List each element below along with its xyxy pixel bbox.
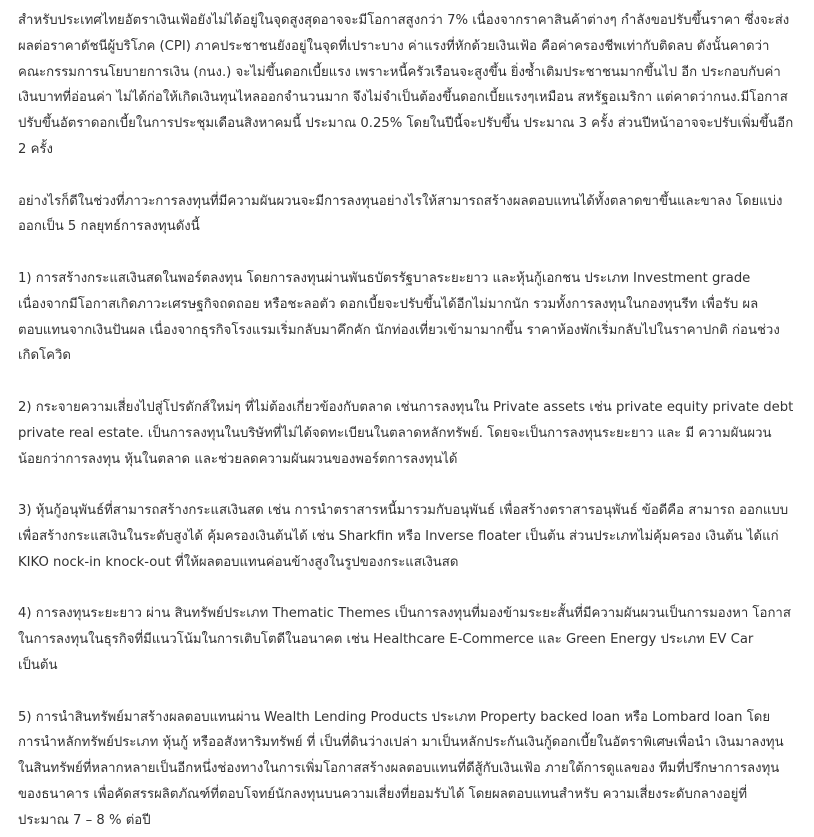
paragraph-strategy-1-cash-flow: 1) การสร้างกระแสเงินสดในพอร์ตลงทุน โดยการลงทุนผ่านพันธบัตรรัฐบาลระยะยาว และหุ้นกู้เอกชน ประเภท Investment grade เนื่องจากมีโอกาสเกิดภาวะเศรษฐกิจถดถอย หรือชะลอตัว ดอกเบี้ยจะปรับขึ้นได้อีกไม่มากนัก รวมทั้งการลงทุนในกองทุนรีท เพื่อรับ ผลตอบแทนจากเงินปันผล เนื่องจากธุรกิจโรงแรมเริ่มกลับมาคึกคัก นักท่องเที่ยวเข้ามามากขึ้น ราคาห้องพักเริ่มกลับไปในราคาปกติ ก่อนช่วงเกิดโควิด (18, 270, 780, 364)
paragraph-strategy-5-wealth-lending: 5) การนำสินทรัพย์มาสร้างผลตอบแทนผ่าน Wealth Lending Products ประเภท Property backed loan หรือ Lombard loan โดยการนำหลักทรัพย์ประเภท หุ้นกู้ หรืออสังหาริมทรัพย์ ที่ เป็นที่ดินว่างเปล่า มาเป็นหลักประกันเงินกู้ดอกเบี้ยในอัตราพิเศษเพื่อนำ เงินมาลงทุนในสินทรัพย์ที่หลากหลายเป็นอีกหนึ่งช่องทางในการเพิ่มโอกาสสร้างผลตอบแทนที่ดีสู้กับเงินเฟ้อ ภายใต้การดูแลของ ทีมที่ปรึกษาการลงทุนของธนาคาร เพื่อคัดสรรผลิตภัณฑ์ที่ตอบโจทย์นักลงทุนบนความเสี่ยงที่ยอมรับได้ โดยผลตอบแทนสำหรับ ความเสี่ยงระดับกลางอยู่ที่ประมาณ 7 – 8 % ต่อปี (18, 709, 784, 828)
paragraph-thai-inflation-outlook: สำหรับประเทศไทยอัตราเงินเฟ้อยังไม่ได้อยู่ในจุดสูงสุดอาจจะมีโอกาสสูงกว่า 7% เนื่องจากราคาสินค้าต่างๆ กำลังขอปรับขึ้นราคา ซึ่งจะส่งผลต่อราคาดัชนีผู้บริโภค (CPI) ภาคประชาชนยังอยู่ในจุดที่เปราะบาง ค่าแรงที่หักด้วยเงินเฟ้อ คือค่าครองชีพเท่ากับติดลบ ดังนั้นคาดว่าคณะกรรมการนโยบายการเงิน (กนง.) จะไม่ขึ้นดอกเบี้ยแรง เพราะหนี้ครัวเรือนจะสูงขึ้น ยิ่งซ้ำเติมประชาชนมากขึ้นไป อีก ประกอบกับค่าเงินบาทที่อ่อนค่า ไม่ได้ก่อให้เกิดเงินทุนไหลออกจำนวนมาก จึงไม่จำเป็นต้องขึ้นดอกเบี้ยแรงๆเหมือน สหรัฐอเมริกา แต่คาดว่ากนง.มีโอกาสปรับขึ้นอัตราดอกเบี้ยในการประชุมเดือนสิงหาคมนี้ ประมาณ 0.25% โดยในปีนี้จะปรับขึ้น ประมาณ 3 ครั้ง ส่วนปีหน้าอาจจะปรับเพิ่มขึ้นอีก 2 ครั้ง (18, 13, 794, 157)
paragraph-strategy-4-thematic: 4) การลงทุนระยะยาว ผ่าน สินทรัพย์ประเภท Thematic Themes เป็นการลงทุนที่มองข้ามระยะสั้นที่มีความผันผวนเป็นการมองหา โอกาสในการลงทุนในธุรกิจที่มีแนวโน้มในการเติบโตดีในอนาคต เช่น Healthcare E-Commerce และ Green Energy ประเภท EV Car เป็นต้น (18, 606, 791, 673)
paragraph-strategy-intro: อย่างไรก็ดีในช่วงที่ภาวะการลงทุนที่มีความผันผวนจะมีการลงทุนอย่างไรให้สามารถสร้างผลตอบแทนได้ทั้งตลาดขาขึ้นและขาลง โดยแบ่งออกเป็น 5 กลยุทธ์การลงทุนดังนี้ (18, 193, 783, 235)
paragraph-strategy-2-private-assets: 2) กระจายความเสี่ยงไปสู่โปรดักส์ใหม่ๆ ที่ไม่ต้องเกี่ยวข้องกับตลาด เช่นการลงทุนใน Private assets เช่น private equity private debt private real estate. เป็นการลงทุนในบริษัทที่ไม่ได้จดทะเบียนในตลาดหลักทรัพย์. โดยจะเป็นการลงทุนระยะยาว และ มี ความผันผวนน้อยกว่าการลงทุน หุ้นในตลาด และช่วยลดความผันผวนของพอร์ตการลงทุนได้ (18, 399, 794, 467)
paragraph-strategy-3-structured-notes: 3) หุ้นกู้อนุพันธ์ที่สามารถสร้างกระแสเงินสด เช่น การนำตราสารหนี้มารวมกับอนุพันธ์ เพื่อสร้างตราสารอนุพันธ์ ข้อดีคือ สามารถ ออกแบบเพื่อสร้างกระแสเงินในระดับสูงได้ คุ้มครองเงินต้นได้ เช่น Sharkfin หรือ Inverse floater เป็นต้น ส่วนประเภทไม่คุ้มครอง เงินต้น ได้แก่ KIKO nock-in knock-out ที่ให้ผลตอบแทนค่อนข้างสูงในรูปของกระแสเงินสด (18, 503, 789, 570)
